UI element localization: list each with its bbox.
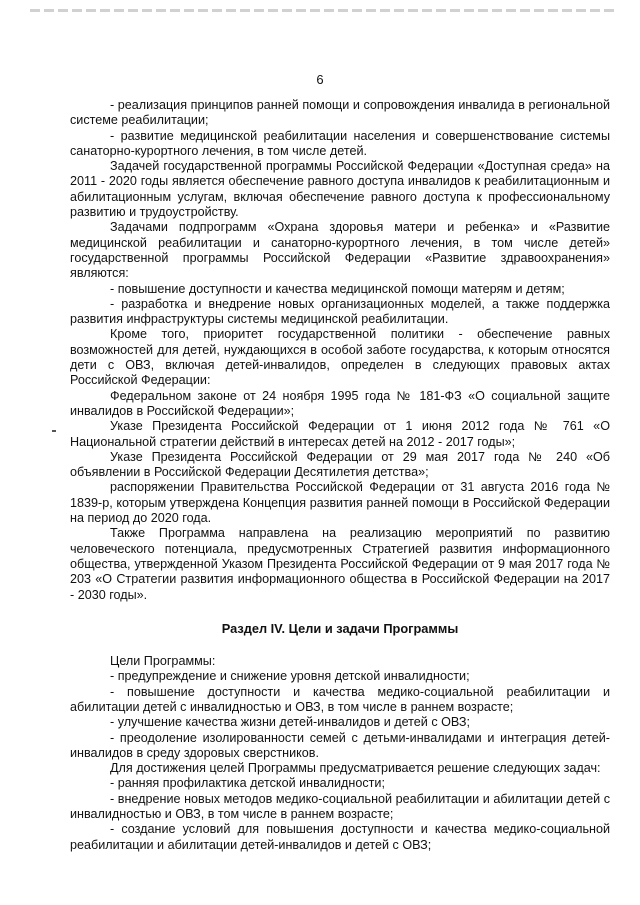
page-number: 6 bbox=[316, 72, 324, 87]
paragraph: Указе Президента Российской Федерации от 1 июня 2012 года № 761 «О Национальной стратегии действий в интересах детей на 2012 - 2017 годы»; bbox=[70, 419, 610, 449]
paragraph: - предупреждение и снижение уровня детской инвалидности; bbox=[110, 669, 470, 684]
paragraph: - преодоление изолированности семей с детьми-инвалидами и интеграция детей-инвалидов в среду здоровых сверстников. bbox=[70, 730, 610, 760]
paragraph: Задачей государственной программы Российской Федерации «Доступная среда» на 2011 - 2020 годы является обеспечение равного доступа инвалидов к реабилитационным и абилитационным услугам, включая обеспечение равного доступа к профессиональному развитию и трудоустройству. bbox=[70, 159, 610, 220]
paragraph: - улучшение качества жизни детей-инвалидов и детей с ОВЗ; bbox=[110, 715, 471, 730]
paragraph: Для достижения целей Программы предусматривается решение следующих задач: bbox=[110, 761, 601, 776]
paragraph: - создание условий для повышения доступности и качества медико-социальной реабилитации и абилитации детей-инвалидов и детей с ОВЗ; bbox=[70, 822, 610, 852]
paragraph: - реализация принципов ранней помощи и сопровождения инвалида в региональной системе реабилитации; bbox=[70, 98, 610, 128]
paragraph: Цели Программы: bbox=[110, 654, 216, 669]
paragraph: распоряжении Правительства Российской Федерации от 31 августа 2016 года № 1839-р, которым утверждена Концепция развития ранней помощи в Российской Федерации на период до 2020 года. bbox=[70, 480, 610, 526]
section-heading: Раздел IV. Цели и задачи Программы bbox=[221, 620, 459, 636]
scan-margin-mark bbox=[52, 430, 56, 432]
paragraph: - повышение доступности и качества медицинской помощи матерям и детям; bbox=[110, 281, 565, 296]
paragraph: Федеральном законе от 24 ноября 1995 года № 181-ФЗ «О социальной защите инвалидов в Российской Федерации»; bbox=[70, 388, 610, 418]
paragraph: - развитие медицинской реабилитации населения и совершенствование системы санаторно-курортного лечения, в том числе детей. bbox=[70, 128, 610, 158]
paragraph: - повышение доступности и качества медико-социальной реабилитации и абилитации детей с инвалидностью и ОВЗ, в том числе в раннем возрасте; bbox=[70, 684, 610, 714]
paragraph: Задачами подпрограмм «Охрана здоровья матери и ребенка» и «Развитие медицинской реабилитации и санаторно-курортного лечения, в том числе детей» государственной программы Российской Федерации «Развитие здравоохранения» являются: bbox=[70, 220, 610, 281]
paragraph: Также Программа направлена на реализацию мероприятий по развитию человеческого потенциала, предусмотренных Стратегией развития информационного общества, утвержденной Указом Президента Российской Федерации от 9 мая 2017 года № 203 «О Стратегии развития информационного общества в Российской Федерации на 2017 - 2030 годы». bbox=[70, 526, 610, 602]
paragraph: Указе Президента Российской Федерации от 29 мая 2017 года № 240 «Об объявлении в Российской Федерации Десятилетия детства»; bbox=[70, 449, 610, 480]
scan-header-line bbox=[30, 9, 618, 12]
paragraph: - разработка и внедрение новых организационных моделей, а также поддержка развития инфраструктуры системы медицинской реабилитации. bbox=[70, 296, 610, 327]
paragraph: - внедрение новых методов медико-социальной реабилитации и абилитации детей с инвалидностью и ОВЗ, в том числе в раннем возрасте; bbox=[70, 791, 610, 822]
paragraph: - ранняя профилактика детской инвалидности; bbox=[110, 776, 385, 791]
paragraph: Кроме того, приоритет государственной политики - обеспечение равных возможностей для детей, нуждающихся в особой заботе государства, к которым относятся дети с ОВЗ, включая детей-инвалидов, определен в следующих правовых актах Российской Федерации: bbox=[70, 327, 610, 388]
document-body bbox=[70, 98, 610, 853]
